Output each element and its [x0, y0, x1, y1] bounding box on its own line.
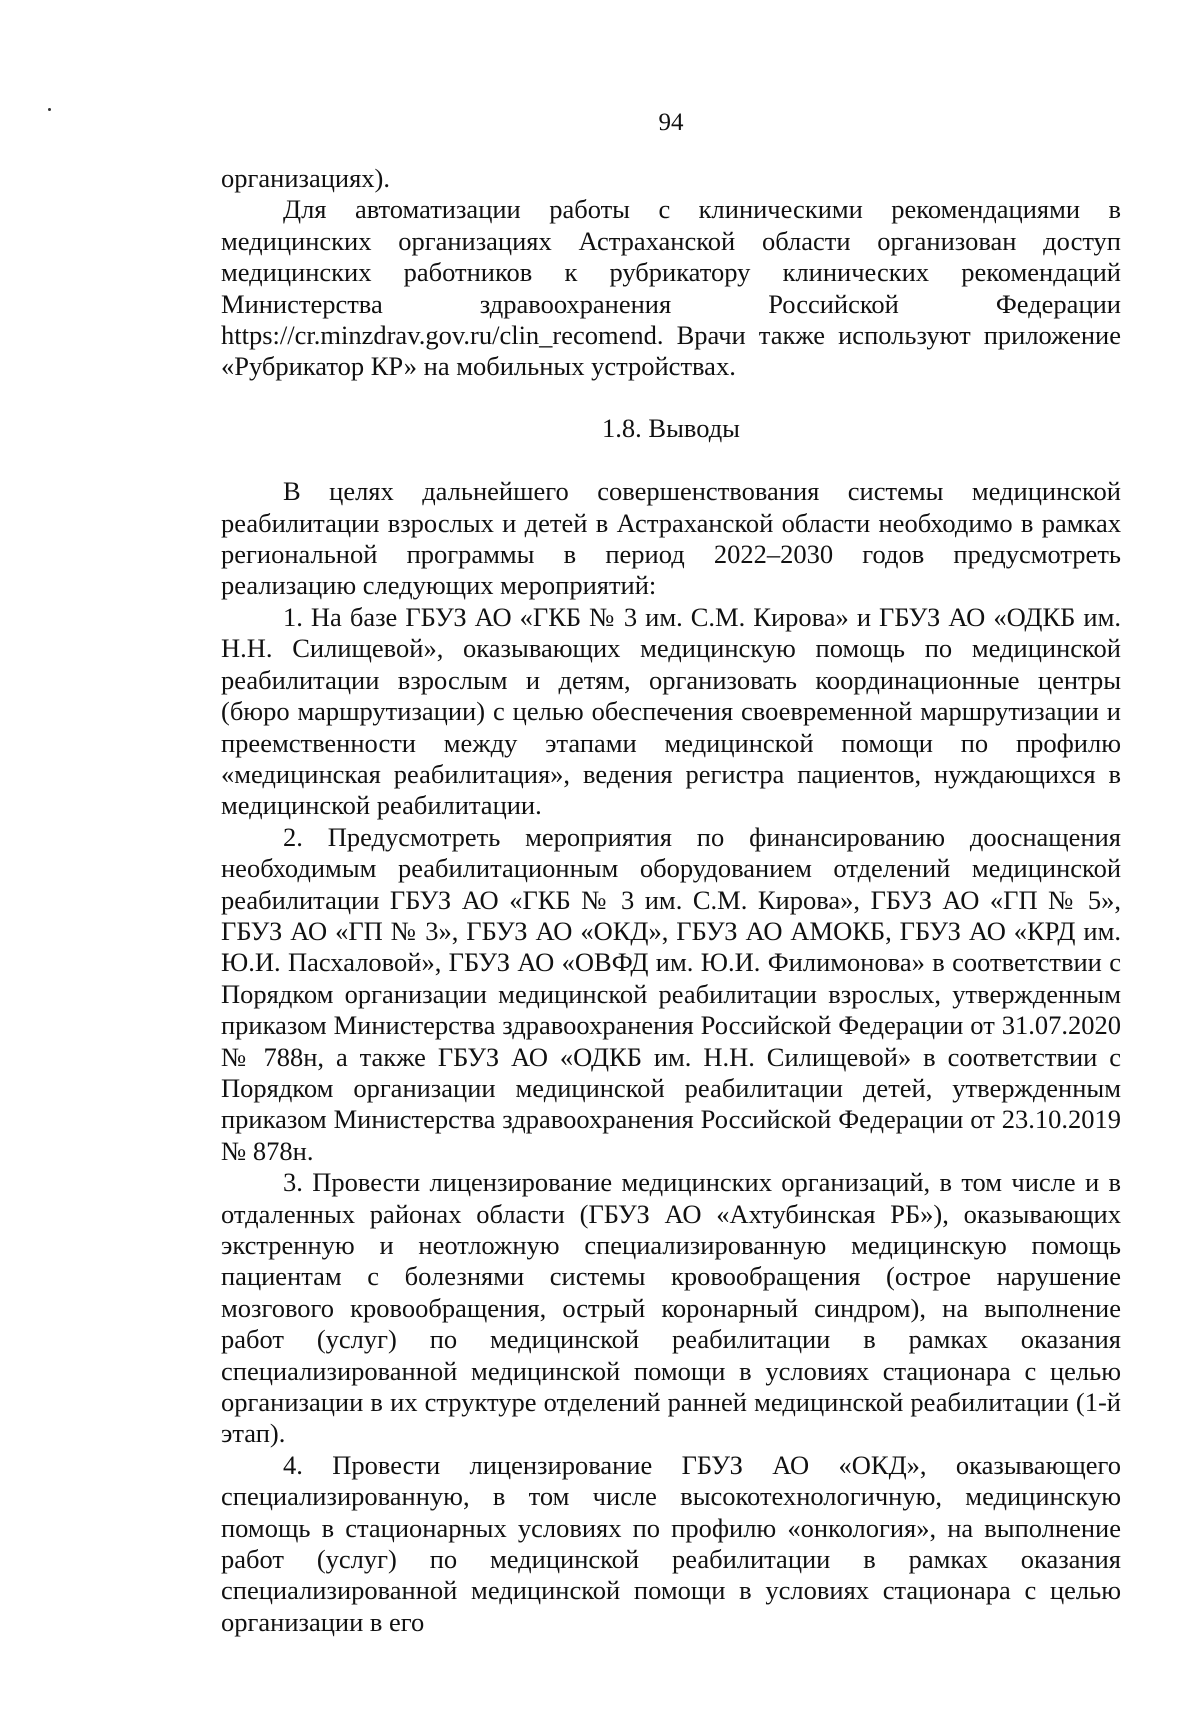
paragraph-continuation: организациях).: [221, 163, 390, 193]
section-heading-conclusions: 1.8. Выводы: [602, 412, 740, 443]
paragraph-automation: Для автоматизации работы с клиническими рекомендациями в медицинских организациях Астраханской области организован доступ медицинских работников к рубрикатору клинических рекомендаций Министерства здравоохранения Российской Федерации https://cr.minzdrav.gov.ru/clin_recomend. Врачи также используют приложение «Рубрикатор КР» на мобильных устройствах.: [221, 194, 1121, 382]
scan-artifact-dot: [48, 108, 51, 111]
list-item-2: 2. Предусмотреть мероприятия по финансированию дооснащения необходимым реабилитационным оборудованием отделений медицинской реабилитации ГБУЗ АО «ГКБ № 3 им. С.М. Кирова», ГБУЗ АО «ГП № 5», ГБУЗ АО «ГП № 3», ГБУЗ АО «ОКД», ГБУЗ АО АМОКБ, ГБУЗ АО «КРД им. Ю.И. Пасхаловой», ГБУЗ АО «ОВФД им. Ю.И. Филимонова» в соответствии с Порядком организации медицинской реабилитации взрослых, утвержденным приказом Министерства здравоохранения Российской Федерации от 31.07.2020 № 788н, а также ГБУЗ АО «ОДКБ им. Н.Н. Силищевой» в соответствии с Порядком организации медицинской реабилитации детей, утвержденным приказом Министерства здравоохранения Российской Федерации от 23.10.2019 № 878н.: [221, 821, 1121, 1166]
page-number: 94: [658, 109, 684, 136]
document-body: [221, 163, 1121, 1638]
document-page: [221, 0, 1121, 1712]
list-item-1: 1. На базе ГБУЗ АО «ГКБ № 3 им. С.М. Кирова» и ГБУЗ АО «ОДКБ им. Н.Н. Силищевой», оказывающих медицинскую помощь по медицинской реабилитации взрослым и детям, организовать координационные центры (бюро маршрутизации) с целью обеспечения своевременной маршрутизации и преемственности между этапами медицинской помощи по профилю «медицинская реабилитация», ведения регистра пациентов, нуждающихся в медицинской реабилитации.: [221, 601, 1121, 821]
list-item-3: 3. Провести лицензирование медицинских организаций, в том числе и в отдаленных районах области (ГБУЗ АО «Ахтубинская РБ»), оказывающих экстренную и неотложную специализированную медицинскую помощь пациентам с болезнями системы кровообращения (острое нарушение мозгового кровообращения, острый коронарный синдром), на выполнение работ (услуг) по медицинской реабилитации в рамках оказания специализированной медицинской помощи в условиях стационара с целью организации в их структуре отделений ранней медицинской реабилитации (1-й этап).: [221, 1167, 1121, 1449]
paragraph-intro: В целях дальнейшего совершенствования системы медицинской реабилитации взрослых и детей в Астраханской области необходимо в рамках региональной программы в период 2022–2030 годов предусмотреть реализацию следующих мероприятий:: [221, 476, 1121, 601]
list-item-4: 4. Провести лицензирование ГБУЗ АО «ОКД», оказывающего специализированную, в том числе высокотехнологичную, медицинскую помощь в стационарных условиях по профилю «онкология», на выполнение работ (услуг) по медицинской реабилитации в рамках оказания специализированной медицинской помощи в условиях стационара с целью организации в его: [221, 1449, 1121, 1637]
